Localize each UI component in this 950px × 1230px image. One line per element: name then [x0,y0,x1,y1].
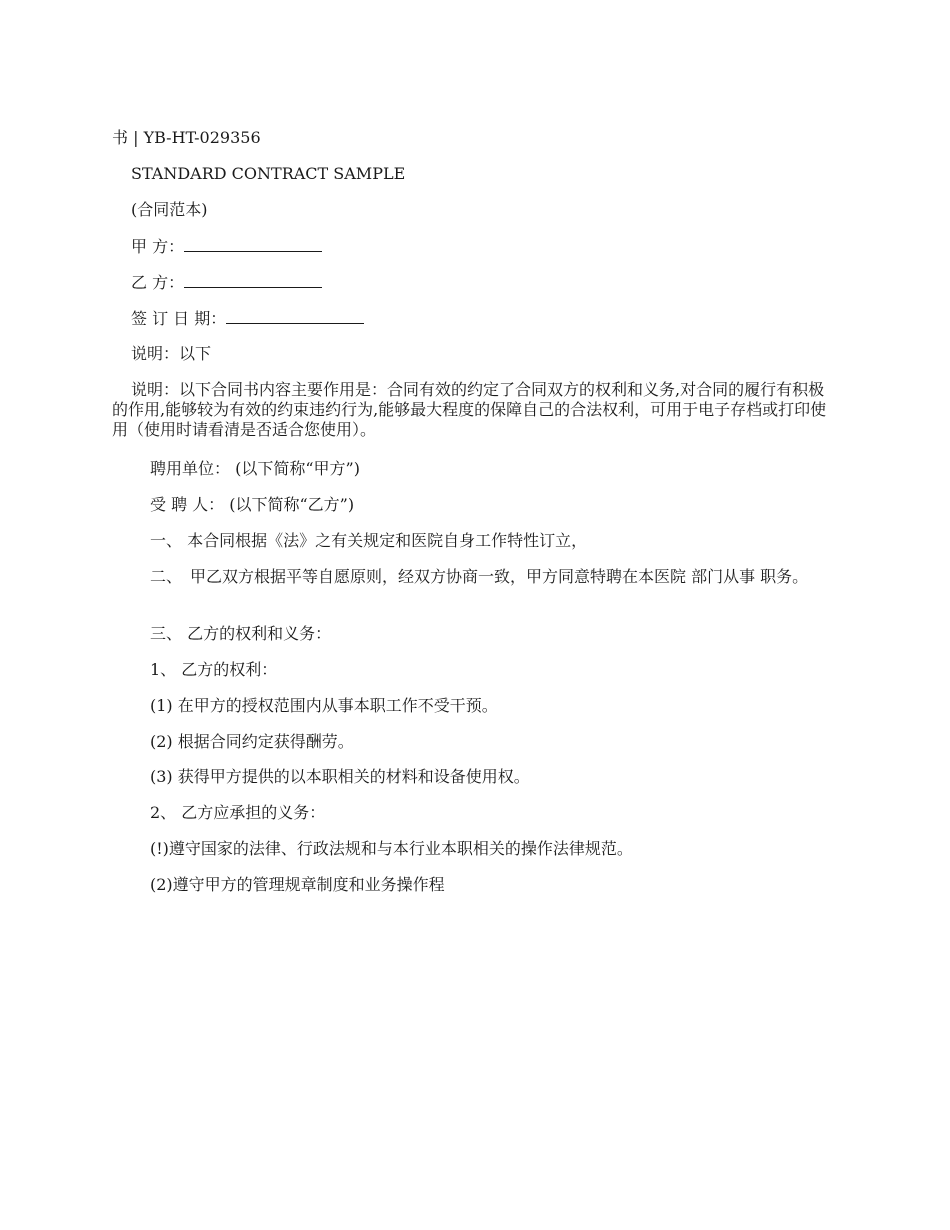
employer-line: 聘用单位： (以下简称“甲方”) [150,459,360,478]
clause-one: 一、 本合同根据《法》之有关规定和医院自身工作特性订立， [150,531,588,550]
party-b-blank [184,272,322,288]
sign-date-field [131,308,364,329]
party-a-field [131,236,322,257]
right-item-2: (2) 根据合同约定获得酬劳。 [150,732,354,751]
employee-line: 受 聘 人： (以下简称“乙方”) [150,495,355,514]
clause-two: 二、 甲乙双方根据平等自愿原则，经双方协商一致，甲方同意特聘在本医院 部门从事 职务。 [150,567,809,586]
duty-item-2: (2)遵守甲方的管理规章制度和业务操作程 [150,875,445,894]
sign-date-label: 签 订 日 期： [131,309,227,328]
party-a-blank [184,236,322,252]
party-b-field [131,272,322,293]
sign-date-blank [226,308,364,324]
title-chinese: (合同范本) [131,200,208,219]
duty-item-1: (!)遵守国家的法律、行政法规和与本行业本职相关的操作法律规范。 [150,839,633,858]
party-b-label: 乙 方： [131,273,185,292]
document-code: 书 | YB-HT-029356 [112,128,261,147]
rights-heading: 1、 乙方的权利： [150,660,278,679]
title-english: STANDARD CONTRACT SAMPLE [131,164,406,183]
duties-heading: 2、 乙方应承担的义务： [150,803,326,822]
note-short: 说明：以下 [131,344,212,363]
right-item-3: (3) 获得甲方提供的以本职相关的材料和设备使用权。 [150,767,530,786]
clause-three: 三、 乙方的权利和义务： [150,624,332,643]
right-item-1: (1) 在甲方的授权范围内从事本职工作不受干预。 [150,696,498,715]
party-a-label: 甲 方： [131,237,185,256]
note-paragraph: 说明：以下合同书内容主要作用是：合同有效的约定了合同双方的权利和义务,对合同的履行有积极的作用,能够较为有效的约束违约行为,能够最大程度的保障自己的合法权利，可用于电子存档或打印使用（使用时请看清是否适合您使用）。 [112,380,827,439]
